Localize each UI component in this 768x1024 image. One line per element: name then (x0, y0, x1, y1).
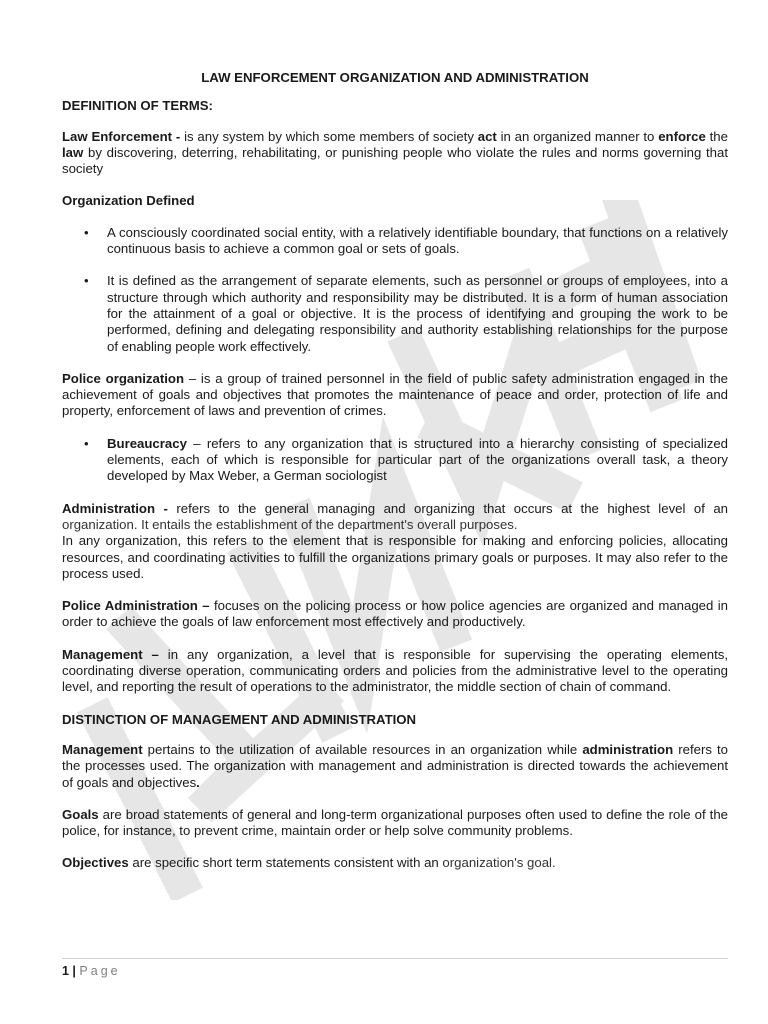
document-page (62, 70, 728, 872)
distinction-heading: DISTINCTION OF MANAGEMENT AND ADMINISTRATION (62, 711, 417, 727)
objectives-term: Objectives (62, 855, 129, 871)
list-item: • A consciously coordinated social entity, with a relatively identifiable boundary, that functions on a relatively continuous basis to achieve a common goal or sets of goals. (107, 225, 728, 258)
police-organization-paragraph: Police organization – is a group of trained personnel in the field of public safety administration engaged in the achievement of goals and objectives that promotes the maintenance of peace and order, protection of life and property, enforcement of laws and prevention of crimes. (62, 370, 729, 419)
page-label: Page (79, 964, 121, 978)
page-footer: 1 | Page (62, 964, 121, 978)
definition-heading: DEFINITION OF TERMS: (62, 98, 213, 114)
goals-paragraph: Goals are broad statements of general and long-term organizational purposes often used to define the role of the police, for instance, to prevent crime, maintain order or help solve community problems. (62, 806, 728, 839)
footer-divider (62, 958, 728, 959)
management-paragraph: Management – in any organization, a level that is responsible for supervising the operating elements, coordinating diverse operation, communicating orders and policies from the administrative level to the operating level, and reporting the result of operations to the administrator, the middle section of chain of command. (62, 646, 728, 695)
police-administration-paragraph: Police Administration – focuses on the policing process or how police agencies are organized and managed in order to achieve the goals of law enforcement most effectively and productively. (62, 598, 728, 630)
bureaucracy-bullet-list (62, 436, 728, 485)
page-number: 1 (62, 964, 69, 978)
list-item: • Bureaucracy – refers to any organization that is structured into a hierarchy consisting of specialized elements, each of which is responsible for particular part of the organizations overall task, a theory developed by Max Weber, a German sociologist (107, 436, 728, 485)
organization-heading: Organization Defined (62, 193, 195, 209)
organization-bullet-list (62, 225, 728, 355)
list-item: • It is defined as the arrangement of separate elements, such as personnel or groups of employees, into a structure through which authority and responsibility may be distributed. It is a form of human association for the attainment of a goal or objective. It is the process of identifying and grouping the work to be performed, defining and delegating responsibility and authority establishing relationships for the purpose of enabling people work effectively. (107, 273, 728, 354)
document-title: LAW ENFORCEMENT ORGANIZATION AND ADMINISTRATION (201, 70, 589, 85)
law-enforcement-term: Law Enforcement - (62, 128, 181, 144)
management-term: Management – (62, 646, 159, 662)
bureaucracy-term: Bureaucracy (107, 435, 187, 451)
goals-term: Goals (62, 806, 99, 822)
police-organization-term: Police organization (62, 370, 185, 386)
objectives-paragraph: Objectives are specific short term statements consistent with an organization's goal. (62, 855, 556, 871)
distinction-paragraph: Management pertains to the utilization of available resources in an organization while administration refers to the processes used. The organization with management and administration is directed towards the achievement of goals and objectives. (62, 741, 728, 790)
administration-term: Administration - (62, 500, 168, 516)
administration-paragraph: Administration - refers to the general managing and organizing that occurs at the highest level of an organization. It entails the establishment of the department's overall purposes. In any organization, this refers to the element that is responsible for making and enforcing policies, allocating resources, and coordinating activities to fulfill the organizations primary goals or purposes. It may also refer to the process used. (62, 500, 729, 581)
police-administration-term: Police Administration – (62, 598, 210, 614)
law-enforcement-paragraph: Law Enforcement - is any system by which some members of society act in an organized manner to enforce the law by discovering, deterring, rehabilitating, or punishing people who violate the rules and norms governing that society (62, 128, 728, 177)
